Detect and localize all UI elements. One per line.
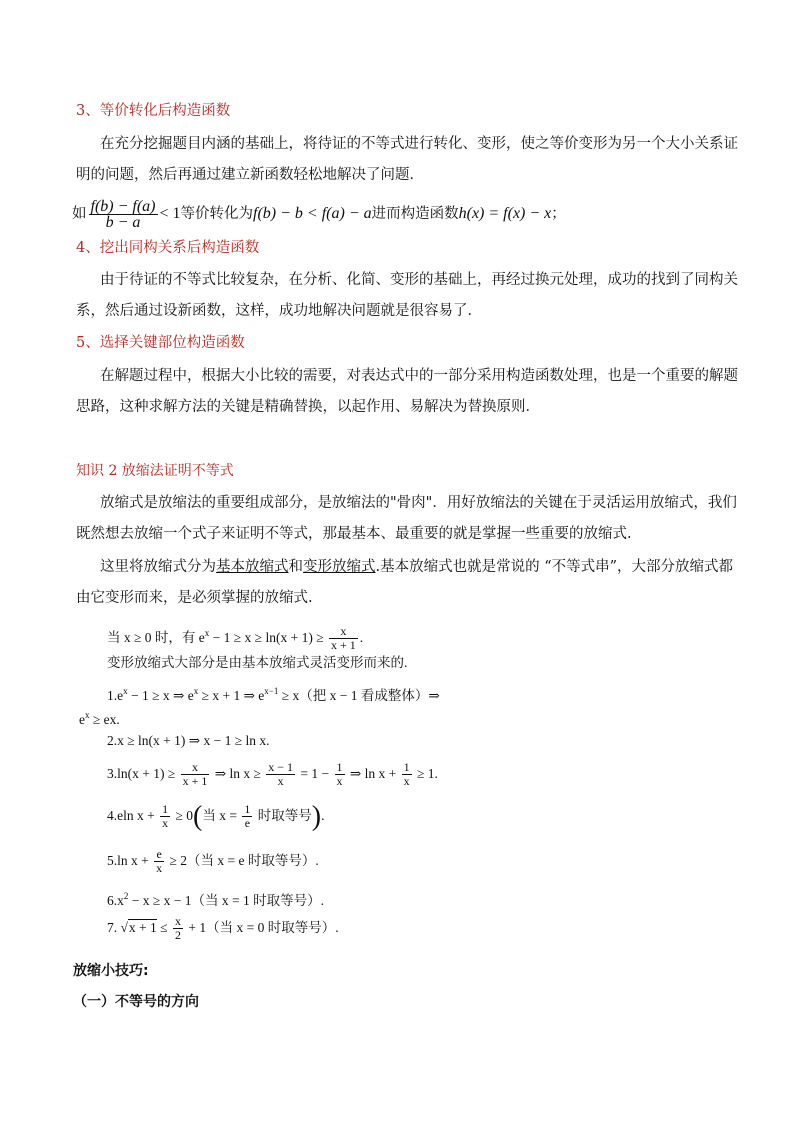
f7-part-c: + 1（当 x = 0 时取等号）.: [184, 920, 339, 935]
f4-part-b: ≥ 0: [172, 808, 194, 823]
knowledge-2-paragraph-2-line-2: 由它变形而来，是必须掌握的放缩式.: [76, 590, 313, 606]
f4-fraction-2: [242, 803, 252, 830]
f1-part-c: ≥ x + 1 ⇒ e: [198, 688, 265, 703]
base-mid: − 1 ≥ x ≥ ln(x + 1) ≥: [209, 630, 327, 645]
exponent-x: x: [123, 686, 128, 696]
difference-quotient-fraction: [89, 199, 158, 230]
example-prefix: 如: [72, 206, 87, 222]
fraction-denominator: x + 1: [330, 638, 356, 653]
exponent-x: x: [193, 686, 199, 696]
formula-1-line-2: [79, 705, 120, 730]
f3-part-d: ⇒ ln x +: [346, 766, 400, 781]
f7-part-b: ≤: [156, 920, 171, 935]
f7-fraction: [173, 915, 183, 942]
knowledge-2-paragraph-1-line-1: 放缩式是放缩法的重要组成部分，是放缩法的"骨肉"．用好放缩法的关键在于灵活运用放缩式，我们: [100, 495, 737, 511]
section-5-paragraph-line-1: 在解题过程中，根据大小比较的需要，对表达式中的一部分采用构造函数处理，也是一个重要的解题: [100, 368, 738, 384]
fraction-denominator: x: [403, 774, 410, 789]
section-3-paragraph-line-2: 明的问题，然后再通过建立新函数轻松地解决了问题．: [76, 167, 424, 183]
f6-part-a: 6.x: [107, 893, 124, 908]
f3-fraction-3: [335, 761, 345, 788]
f1-part-a: 1.e: [107, 688, 124, 703]
fraction-denominator: e: [244, 816, 251, 831]
fraction-numerator: x: [174, 914, 181, 929]
fraction-numerator: x − 1: [268, 760, 294, 775]
f5-part-b: ≥ 2（当 x = e 时取等号）.: [166, 853, 319, 868]
base-inequality-chain: [107, 618, 363, 653]
section-3-example: [72, 198, 566, 230]
fraction-numerator: x: [329, 625, 358, 639]
tips-subheading-1: （一）不等号的方向: [73, 994, 199, 1010]
f4-part-a: 4.eln x +: [107, 808, 159, 823]
exponent-x-minus-1: x−1: [264, 686, 279, 696]
para2-rest: .基本放缩式也就是常说的 “不等式串”，大部分放缩式都: [375, 559, 734, 575]
formula-1: [107, 681, 440, 706]
section-3-paragraph-line-1: 在充分挖掘题目内涵的基础上，将待证的不等式进行转化、变形，使之等价变形为另一个大小关系证: [100, 136, 738, 152]
fraction-numerator: 1: [162, 802, 169, 817]
exponent-x: x: [204, 628, 210, 638]
base-fraction: [329, 625, 358, 652]
para2-text-a: 这里将放缩式分为: [100, 559, 216, 575]
fraction-numerator: 1: [403, 760, 410, 775]
section-4-heading: 4、挖出同构关系后构造函数: [76, 240, 260, 256]
knowledge-2-paragraph-1-line-2: 既然想去放缩一个式子来证明不等式，那最基本、最重要的就是掌握一些重要的放缩式.: [76, 526, 632, 542]
base-prefix: 当 x ≥ 0 时，有 e: [107, 630, 205, 645]
formula-6: [107, 886, 324, 911]
f3-part-c: = 1 −: [297, 766, 333, 781]
fraction-denominator: x: [336, 774, 343, 789]
f3-fraction-2: [266, 761, 295, 788]
example-mid-text: 等价转化为: [180, 206, 254, 222]
base-end: .: [359, 630, 364, 645]
f5-fraction: [154, 848, 164, 875]
example-mid-text-2: 进而构造函数: [371, 206, 459, 222]
section-5-heading: 5、选择关键部位构造函数: [76, 335, 245, 351]
f1-line2-a: e: [79, 712, 85, 727]
section-3-heading: 3、等价转化后构造函数: [76, 103, 231, 119]
knowledge-2-paragraph-2-line-1: [100, 557, 733, 577]
f1-part-d: ≥ x（把 x − 1 看成整体）⇒: [278, 688, 440, 703]
formula-7: [107, 912, 339, 944]
section-5-paragraph-line-2: 思路，这种求解方法的关键是精确替换，以起作用、易解决为替换原则．: [76, 399, 540, 415]
radicand: x + 1: [128, 920, 157, 935]
f5-part-a: 5.ln x +: [107, 853, 153, 868]
fraction-numerator: 1: [244, 802, 251, 817]
fraction-numerator: 1: [336, 760, 343, 775]
transformed-inequality: f(b) − b < f(a) − a: [253, 205, 372, 222]
f4-part-e: .: [321, 808, 325, 823]
f3-fraction-1: [181, 761, 210, 788]
knowledge-2-heading: 知识 2 放缩法证明不等式: [76, 463, 234, 479]
variant-scaling-term: 变形放缩式: [303, 559, 376, 575]
f3-part-a: 3.ln(x + 1) ≥: [107, 766, 179, 781]
f7-part-a: 7. √: [107, 920, 128, 935]
fraction-numerator: f(b) − f(a): [90, 197, 156, 215]
fraction-denominator: x + 1: [182, 774, 208, 789]
formula-2: 2.x ≥ ln(x + 1) ⇒ x − 1 ≥ ln x.: [107, 733, 270, 748]
f3-part-b: ⇒ ln x ≥: [211, 766, 265, 781]
exponent-x: x: [85, 710, 90, 720]
f4-part-d: 时取等号: [254, 808, 312, 823]
left-paren-icon: (: [193, 800, 203, 832]
fraction-numerator: e: [154, 848, 164, 862]
fraction-numerator: x: [181, 761, 210, 775]
exponent-2: 2: [123, 891, 129, 901]
scaling-tips-heading: 放缩小技巧:: [73, 963, 149, 979]
f4-part-c: 当 x =: [202, 808, 241, 823]
section-4-paragraph-line-2: 系，然后通过设新函数，这样，成功地解决问题就是很容易了．: [76, 303, 482, 319]
formula-4: [107, 800, 324, 832]
formula-3: [107, 758, 438, 790]
formula-5: [107, 845, 319, 877]
example-end: ；: [551, 206, 566, 222]
right-paren-icon: ): [311, 800, 322, 832]
section-4-paragraph-line-1: 由于待证的不等式比较复杂，在分析、化简、变形的基础上，再经过换元处理，成功的找到了同构关: [100, 272, 738, 288]
f3-fraction-4: [402, 761, 412, 788]
basic-scaling-term: 基本放缩式: [216, 559, 289, 575]
para2-and: 和: [288, 559, 303, 575]
fraction-denominator: x: [277, 774, 284, 789]
fraction-denominator: x: [156, 861, 163, 876]
constructed-function: h(x) = f(x) − x: [458, 205, 552, 222]
f1-part-b: − 1 ≥ x ⇒ e: [127, 688, 194, 703]
f1-line2-b: ≥ ex.: [89, 712, 120, 727]
variant-intro: 变形放缩式大部分是由基本放缩式灵活变形而来的.: [107, 655, 408, 670]
f6-part-b: − x ≥ x − 1（当 x = 1 时取等号）.: [128, 893, 324, 908]
less-than-one: < 1: [159, 205, 181, 222]
f4-fraction-1: [160, 803, 170, 830]
fraction-denominator: x: [162, 816, 169, 831]
fraction-denominator: 2: [174, 928, 181, 943]
f3-part-e: ≥ 1.: [413, 766, 438, 781]
fraction-denominator: b − a: [105, 213, 141, 231]
